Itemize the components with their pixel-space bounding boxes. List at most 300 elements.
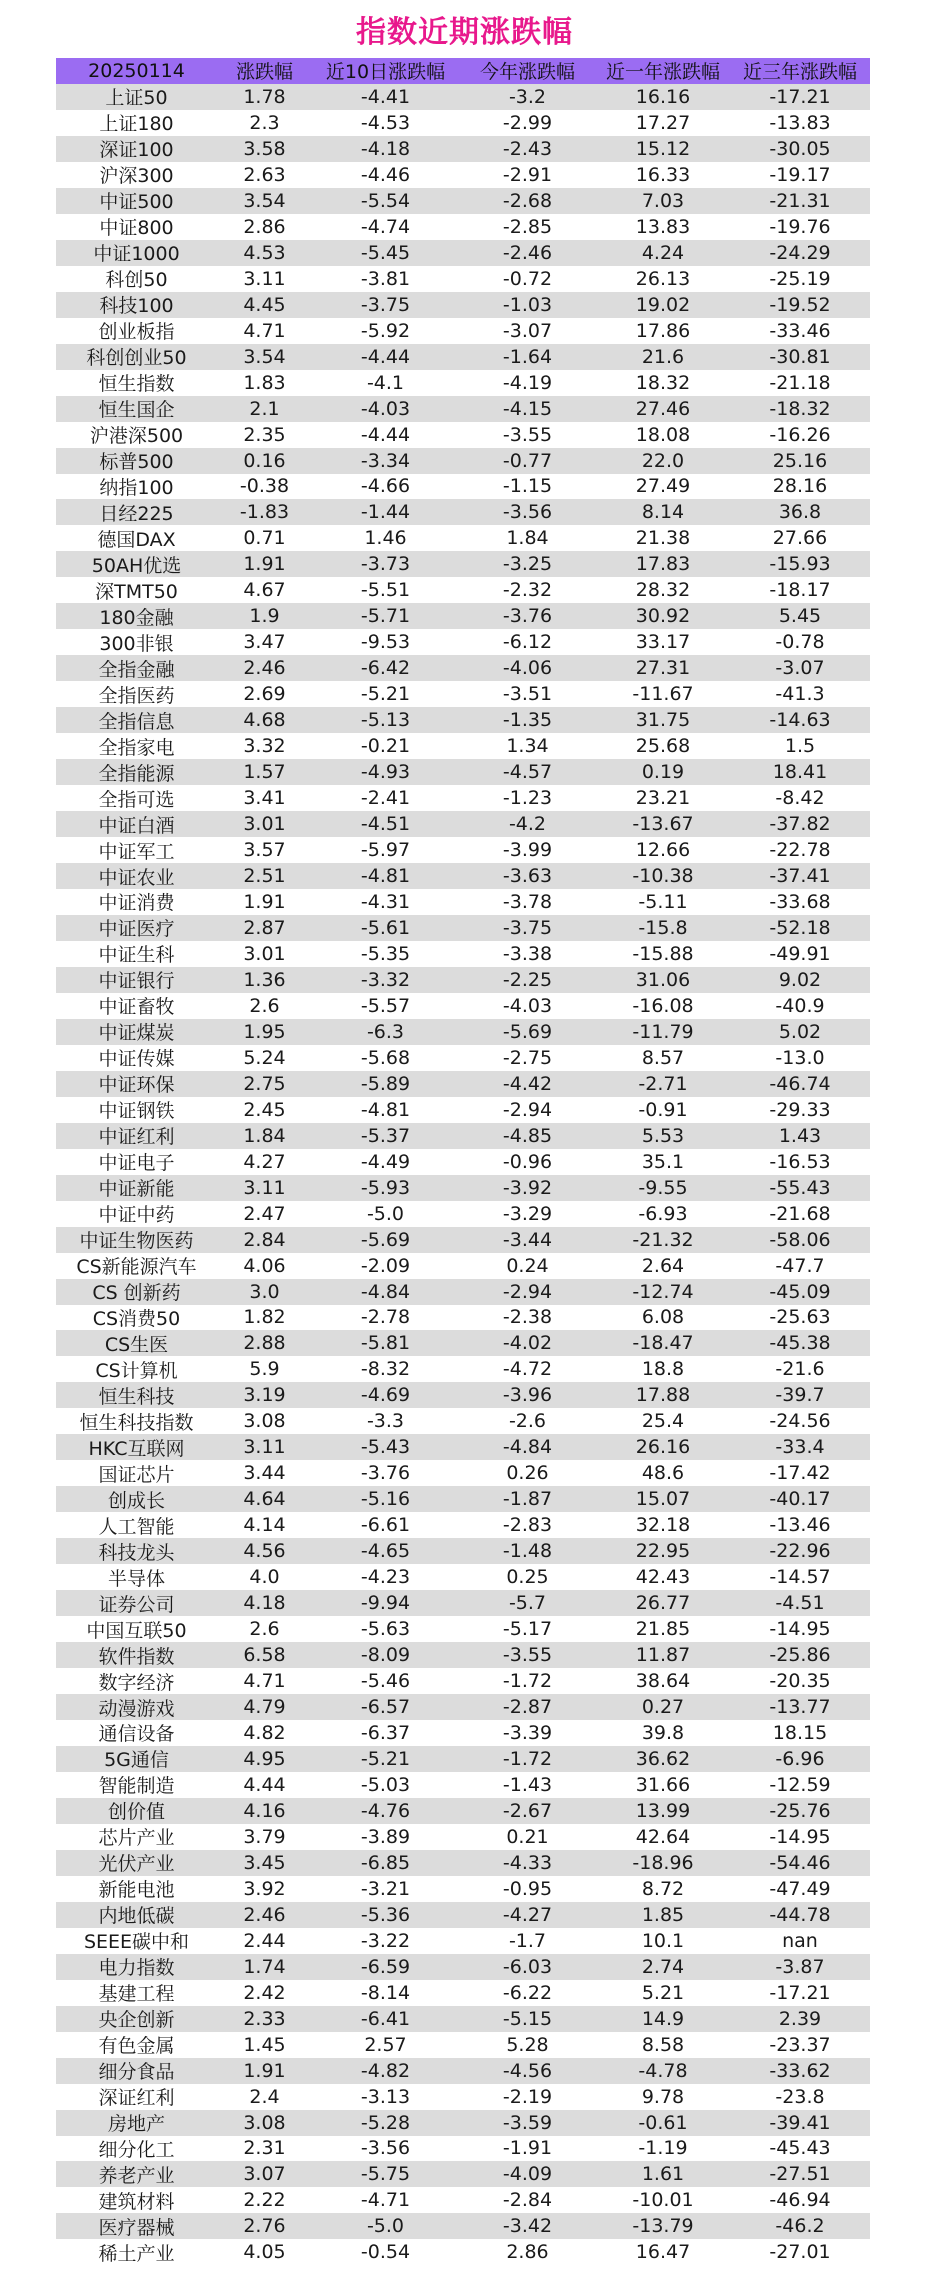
change-ytd-cell: -3.92 <box>502 1176 553 1199</box>
table-row <box>56 1253 870 1279</box>
change-3year-cell: 27.66 <box>772 527 828 550</box>
change-10day-cell: -5.93 <box>360 1176 411 1199</box>
change-1year-cell: 17.83 <box>635 553 691 576</box>
change-cell: 4.44 <box>243 1773 286 1796</box>
change-3year-cell: -22.96 <box>769 1540 831 1563</box>
change-1year-cell: 22.0 <box>641 449 685 472</box>
header-10day-change: 近10日涨跌幅 <box>325 61 446 84</box>
change-cell: 2.86 <box>243 215 286 238</box>
change-3year-cell: 9.02 <box>778 968 822 991</box>
table-row <box>56 2239 870 2265</box>
change-1year-cell: -13.79 <box>632 2215 694 2238</box>
index-name-cell: 沪港深500 <box>89 425 184 448</box>
change-10day-cell: -5.63 <box>360 1618 411 1641</box>
change-ytd-cell: -4.85 <box>502 1124 553 1147</box>
change-10day-cell: -6.41 <box>360 2007 411 2030</box>
table-row <box>56 1928 870 1954</box>
change-3year-cell: -24.56 <box>769 1410 831 1433</box>
change-ytd-cell: -3.2 <box>508 85 547 108</box>
change-1year-cell: -0.91 <box>638 1098 688 1121</box>
table-row <box>56 1434 870 1460</box>
change-cell: 1.91 <box>243 890 286 913</box>
change-1year-cell: -11.79 <box>632 1020 694 1043</box>
change-1year-cell: 9.78 <box>641 2085 685 2108</box>
change-3year-cell: -49.91 <box>769 942 831 965</box>
table-row <box>56 110 870 136</box>
change-1year-cell: 21.38 <box>635 527 691 550</box>
change-10day-cell: -6.85 <box>360 1851 411 1874</box>
change-3year-cell: -46.74 <box>769 1072 831 1095</box>
table-row <box>56 889 870 915</box>
change-ytd-cell: -3.96 <box>502 1384 553 1407</box>
change-1year-cell: 31.06 <box>635 968 691 991</box>
change-3year-cell: -21.18 <box>769 371 831 394</box>
table-row <box>56 1071 870 1097</box>
table-row <box>56 577 870 603</box>
change-1year-cell: 39.8 <box>641 1721 685 1744</box>
table-row <box>56 318 870 344</box>
change-10day-cell: -5.92 <box>360 319 411 342</box>
change-1year-cell: 11.87 <box>635 1644 691 1667</box>
change-ytd-cell: -1.72 <box>502 1747 553 1770</box>
change-3year-cell: -44.78 <box>769 1903 831 1926</box>
change-10day-cell: -5.16 <box>360 1488 411 1511</box>
change-1year-cell: 21.85 <box>635 1618 691 1641</box>
change-ytd-cell: 0.25 <box>506 1566 549 1589</box>
change-1year-cell: -13.67 <box>632 813 694 836</box>
table-row <box>56 1980 870 2006</box>
index-name-cell: 软件指数 <box>98 1645 175 1668</box>
change-ytd-cell: -3.56 <box>502 501 553 524</box>
change-10day-cell: -5.0 <box>366 2215 405 2238</box>
change-cell: 2.1 <box>249 397 280 420</box>
table-row <box>56 681 870 707</box>
index-name-cell: 半导体 <box>107 1567 165 1590</box>
change-cell: 4.14 <box>243 1514 286 1537</box>
change-cell: 2.3 <box>249 111 280 134</box>
change-10day-cell: -4.74 <box>360 215 411 238</box>
table-row <box>56 733 870 759</box>
table-row <box>56 707 870 733</box>
change-3year-cell: -40.17 <box>769 1488 831 1511</box>
change-3year-cell: -16.26 <box>769 423 831 446</box>
change-ytd-cell: -2.75 <box>502 1046 553 1069</box>
change-cell: 3.32 <box>243 735 286 758</box>
change-cell: 4.18 <box>243 1592 286 1615</box>
change-1year-cell: -15.8 <box>638 916 688 939</box>
table-row <box>56 422 870 448</box>
change-1year-cell: 31.66 <box>635 1773 691 1796</box>
change-cell: 2.88 <box>243 1332 286 1355</box>
index-name-cell: 恒生科技 <box>98 1385 175 1408</box>
table-row <box>56 1694 870 1720</box>
index-name-cell: 上证180 <box>99 113 174 136</box>
change-10day-cell: -3.21 <box>360 1877 411 1900</box>
change-1year-cell: -9.55 <box>638 1176 688 1199</box>
index-name-cell: 人工智能 <box>98 1515 175 1538</box>
change-1year-cell: 28.32 <box>635 579 691 602</box>
table-header-row <box>56 58 870 84</box>
change-cell: 2.47 <box>243 1202 286 1225</box>
change-10day-cell: -5.13 <box>360 709 411 732</box>
change-cell: 3.92 <box>243 1877 286 1900</box>
change-10day-cell: -4.31 <box>360 890 411 913</box>
change-1year-cell: 30.92 <box>635 605 691 628</box>
index-name-cell: 上证50 <box>105 87 168 110</box>
change-cell: -1.83 <box>239 501 290 524</box>
index-name-cell: 中证生物医药 <box>79 1230 194 1253</box>
change-ytd-cell: -2.46 <box>502 241 553 264</box>
index-name-cell: 创业板指 <box>98 321 175 344</box>
table-row <box>56 2032 870 2058</box>
change-3year-cell: 36.8 <box>778 501 822 524</box>
table-row <box>56 785 870 811</box>
change-ytd-cell: -3.38 <box>502 942 553 965</box>
change-3year-cell: -27.01 <box>769 2241 831 2264</box>
change-cell: 1.95 <box>243 1020 286 1043</box>
change-3year-cell: -45.09 <box>769 1280 831 1303</box>
change-1year-cell: 33.17 <box>635 631 691 654</box>
change-1year-cell: 36.62 <box>635 1747 691 1770</box>
change-ytd-cell: -4.15 <box>502 397 553 420</box>
change-10day-cell: -5.0 <box>366 1202 405 1225</box>
change-cell: 0.71 <box>243 527 286 550</box>
change-3year-cell: -21.68 <box>769 1202 831 1225</box>
change-1year-cell: 12.66 <box>635 839 691 862</box>
table-row <box>56 266 870 292</box>
table-row <box>56 448 870 474</box>
change-cell: 3.07 <box>243 2163 286 2186</box>
change-10day-cell: -8.32 <box>360 1358 411 1381</box>
table-row <box>56 2006 870 2032</box>
index-name-cell: 房地产 <box>107 2113 165 2136</box>
change-ytd-cell: -1.87 <box>502 1488 553 1511</box>
index-name-cell: 恒生指数 <box>98 373 175 396</box>
table-row <box>56 1045 870 1071</box>
change-ytd-cell: -3.59 <box>502 2111 553 2134</box>
change-ytd-cell: -4.09 <box>502 2163 553 2186</box>
index-name-cell: 标普500 <box>99 451 174 474</box>
index-name-cell: 国证芯片 <box>98 1463 175 1486</box>
table-row <box>56 629 870 655</box>
change-10day-cell: -5.36 <box>360 1903 411 1926</box>
change-cell: 2.35 <box>243 423 286 446</box>
index-name-cell: 中证银行 <box>98 970 175 993</box>
change-cell: 4.06 <box>243 1254 286 1277</box>
change-10day-cell: -5.51 <box>360 579 411 602</box>
change-3year-cell: -45.43 <box>769 2137 831 2160</box>
table-row <box>56 2136 870 2162</box>
index-name-cell: 新能电池 <box>98 1879 175 1902</box>
change-1year-cell: 32.18 <box>635 1514 691 1537</box>
change-3year-cell: -14.95 <box>769 1618 831 1641</box>
change-10day-cell: -5.71 <box>360 605 411 628</box>
change-10day-cell: 1.46 <box>364 527 407 550</box>
change-ytd-cell: -2.68 <box>502 189 553 212</box>
change-1year-cell: 8.57 <box>641 1046 685 1069</box>
index-name-cell: CS新能源汽车 <box>76 1256 197 1279</box>
change-10day-cell: -3.75 <box>360 293 411 316</box>
change-1year-cell: -18.96 <box>632 1851 694 1874</box>
table-row <box>56 188 870 214</box>
change-3year-cell: -39.7 <box>775 1384 825 1407</box>
index-name-cell: 中证军工 <box>98 840 175 863</box>
change-10day-cell: -5.54 <box>360 189 411 212</box>
change-ytd-cell: -0.72 <box>502 267 553 290</box>
change-ytd-cell: -1.72 <box>502 1670 553 1693</box>
index-name-cell: 智能制造 <box>98 1775 175 1798</box>
change-3year-cell: -29.33 <box>769 1098 831 1121</box>
change-3year-cell: -17.21 <box>769 1981 831 2004</box>
table-row <box>56 499 870 525</box>
table-row <box>56 551 870 577</box>
change-10day-cell: -5.28 <box>360 2111 411 2134</box>
change-1year-cell: -15.88 <box>632 942 694 965</box>
change-1year-cell: 17.88 <box>635 1384 691 1407</box>
change-3year-cell: -25.19 <box>769 267 831 290</box>
change-10day-cell: -2.78 <box>360 1306 411 1329</box>
change-cell: 3.44 <box>243 1462 286 1485</box>
change-3year-cell: -30.05 <box>769 137 831 160</box>
change-cell: 1.82 <box>243 1306 286 1329</box>
table-row <box>56 2084 870 2110</box>
change-1year-cell: 8.14 <box>641 501 685 524</box>
change-ytd-cell: -3.07 <box>502 319 553 342</box>
change-cell: 2.4 <box>249 2085 280 2108</box>
table-row <box>56 525 870 551</box>
change-3year-cell: -23.8 <box>775 2085 825 2108</box>
change-3year-cell: -33.46 <box>769 319 831 342</box>
change-cell: 2.63 <box>243 163 286 186</box>
table-row <box>56 993 870 1019</box>
change-3year-cell: -33.62 <box>769 2059 831 2082</box>
change-10day-cell: -4.23 <box>360 1566 411 1589</box>
change-10day-cell: -6.59 <box>360 1955 411 1978</box>
index-name-cell: 全指信息 <box>98 710 175 733</box>
change-ytd-cell: -4.03 <box>502 994 553 1017</box>
change-10day-cell: -6.57 <box>360 1696 411 1719</box>
index-name-cell: 全指金融 <box>98 658 175 681</box>
table-row <box>56 1123 870 1149</box>
index-name-cell: 创价值 <box>107 1801 165 1824</box>
change-cell: 3.08 <box>243 1410 286 1433</box>
change-10day-cell: -5.75 <box>360 2163 411 2186</box>
change-1year-cell: 2.74 <box>641 1955 685 1978</box>
change-1year-cell: 13.99 <box>635 1799 691 1822</box>
change-cell: 4.67 <box>243 579 286 602</box>
index-name-cell: 深证红利 <box>98 2087 175 2110</box>
change-3year-cell: -13.83 <box>769 111 831 134</box>
change-3year-cell: 5.45 <box>778 605 822 628</box>
change-ytd-cell: -1.7 <box>508 1929 547 1952</box>
change-1year-cell: 15.07 <box>635 1488 691 1511</box>
change-cell: 4.56 <box>243 1540 286 1563</box>
change-1year-cell: 21.6 <box>641 345 685 368</box>
change-cell: 2.31 <box>243 2137 286 2160</box>
table-row <box>56 837 870 863</box>
change-ytd-cell: 0.24 <box>506 1254 549 1277</box>
change-cell: 2.6 <box>249 994 280 1017</box>
change-10day-cell: -5.57 <box>360 994 411 1017</box>
table-row <box>56 759 870 785</box>
index-name-cell: 恒生国企 <box>98 399 175 422</box>
change-1year-cell: 10.1 <box>641 1929 685 1952</box>
change-ytd-cell: -3.25 <box>502 553 553 576</box>
change-10day-cell: -9.94 <box>360 1592 411 1615</box>
change-ytd-cell: -4.72 <box>502 1358 553 1381</box>
index-name-cell: 深TMT50 <box>95 580 178 603</box>
change-10day-cell: -5.21 <box>360 1747 411 1770</box>
change-1year-cell: 26.16 <box>635 1436 691 1459</box>
change-10day-cell: -3.81 <box>360 267 411 290</box>
change-ytd-cell: -2.87 <box>502 1696 553 1719</box>
change-10day-cell: -5.89 <box>360 1072 411 1095</box>
table-row <box>56 1876 870 1902</box>
change-cell: 2.6 <box>249 1618 280 1641</box>
change-10day-cell: -4.66 <box>360 475 411 498</box>
change-3year-cell: -25.86 <box>769 1644 831 1667</box>
change-1year-cell: 26.77 <box>635 1592 691 1615</box>
change-ytd-cell: -3.42 <box>502 2215 553 2238</box>
change-10day-cell: -2.41 <box>360 787 411 810</box>
change-3year-cell: -18.17 <box>769 579 831 602</box>
change-10day-cell: -6.61 <box>360 1514 411 1537</box>
change-10day-cell: -3.76 <box>360 1462 411 1485</box>
change-3year-cell: -19.17 <box>769 163 831 186</box>
change-3year-cell: -16.53 <box>769 1150 831 1173</box>
change-ytd-cell: -3.29 <box>502 1202 553 1225</box>
change-cell: 1.91 <box>243 2059 286 2082</box>
change-1year-cell: 15.12 <box>635 137 691 160</box>
table-row <box>56 214 870 240</box>
change-ytd-cell: -4.33 <box>502 1851 553 1874</box>
index-name-cell: CS生医 <box>104 1333 169 1356</box>
table-row <box>56 1305 870 1331</box>
change-10day-cell: -5.35 <box>360 942 411 965</box>
change-3year-cell: -14.95 <box>769 1825 831 1848</box>
change-3year-cell: 2.39 <box>778 2007 822 2030</box>
change-10day-cell: -5.43 <box>360 1436 411 1459</box>
change-3year-cell: -13.77 <box>769 1696 831 1719</box>
table-row <box>56 603 870 629</box>
header-date: 20250114 <box>88 59 185 82</box>
change-ytd-cell: -4.02 <box>502 1332 553 1355</box>
change-cell: 3.01 <box>243 813 286 836</box>
change-ytd-cell: -3.55 <box>502 423 553 446</box>
index-name-cell: 300非银 <box>99 632 174 655</box>
change-ytd-cell: -3.39 <box>502 1721 553 1744</box>
change-ytd-cell: -2.67 <box>502 1799 553 1822</box>
table-row <box>56 344 870 370</box>
change-1year-cell: 7.03 <box>641 189 685 212</box>
change-3year-cell: -58.06 <box>769 1228 831 1251</box>
change-1year-cell: -5.11 <box>638 890 688 913</box>
table-row <box>56 1460 870 1486</box>
change-10day-cell: -4.41 <box>360 85 411 108</box>
change-10day-cell: -4.53 <box>360 111 411 134</box>
change-ytd-cell: -4.06 <box>502 657 553 680</box>
change-ytd-cell: -4.57 <box>502 761 553 784</box>
change-ytd-cell: -6.03 <box>502 1955 553 1978</box>
table-row <box>56 1590 870 1616</box>
change-ytd-cell: -6.22 <box>502 1981 553 2004</box>
change-cell: 4.05 <box>243 2241 286 2264</box>
change-10day-cell: -4.46 <box>360 163 411 186</box>
change-cell: 1.78 <box>243 85 286 108</box>
table-row <box>56 1356 870 1382</box>
change-cell: 4.82 <box>243 1721 286 1744</box>
change-cell: 4.27 <box>243 1150 286 1173</box>
change-cell: 3.79 <box>243 1825 286 1848</box>
change-10day-cell: 2.57 <box>364 2033 407 2056</box>
change-10day-cell: -0.54 <box>360 2241 411 2264</box>
change-1year-cell: 23.21 <box>635 787 691 810</box>
change-1year-cell: 42.43 <box>635 1566 691 1589</box>
change-1year-cell: 8.58 <box>641 2033 685 2056</box>
index-name-cell: 基建工程 <box>98 1983 175 2006</box>
change-3year-cell: -55.43 <box>769 1176 831 1199</box>
change-3year-cell: 18.41 <box>772 761 828 784</box>
change-3year-cell: 25.16 <box>772 449 828 472</box>
change-3year-cell: 1.43 <box>778 1124 822 1147</box>
change-ytd-cell: -3.75 <box>502 916 553 939</box>
change-cell: 4.71 <box>243 319 286 342</box>
change-ytd-cell: -1.15 <box>502 475 553 498</box>
index-name-cell: CS消费50 <box>92 1307 181 1330</box>
index-name-cell: 电力指数 <box>98 1957 175 1980</box>
change-ytd-cell: -3.78 <box>502 890 553 913</box>
change-10day-cell: -6.3 <box>366 1020 405 1043</box>
change-3year-cell: -6.96 <box>775 1747 825 1770</box>
change-3year-cell: -25.76 <box>769 1799 831 1822</box>
change-10day-cell: -5.61 <box>360 916 411 939</box>
change-10day-cell: -5.21 <box>360 683 411 706</box>
index-name-cell: CS计算机 <box>95 1359 178 1382</box>
table-row <box>56 1850 870 1876</box>
change-ytd-cell: -4.19 <box>502 371 553 394</box>
change-1year-cell: 5.21 <box>641 1981 685 2004</box>
change-1year-cell: -10.01 <box>632 2189 694 2212</box>
change-10day-cell: -5.68 <box>360 1046 411 1069</box>
table-row <box>56 1668 870 1694</box>
table-row <box>56 2161 870 2187</box>
change-3year-cell: nan <box>782 1929 818 1952</box>
change-ytd-cell: -3.63 <box>502 865 553 888</box>
table-row <box>56 370 870 396</box>
change-ytd-cell: -2.84 <box>502 2189 553 2212</box>
change-ytd-cell: -1.91 <box>502 2137 553 2160</box>
change-cell: 5.9 <box>249 1358 280 1381</box>
change-1year-cell: 1.85 <box>641 1903 685 1926</box>
index-name-cell: 科创50 <box>105 269 168 292</box>
change-1year-cell: 35.1 <box>641 1150 685 1173</box>
change-cell: 1.74 <box>243 1955 286 1978</box>
change-10day-cell: -6.37 <box>360 1721 411 1744</box>
change-cell: 4.79 <box>243 1696 286 1719</box>
change-cell: 1.83 <box>243 371 286 394</box>
change-3year-cell: -19.52 <box>769 293 831 316</box>
change-3year-cell: -40.9 <box>775 994 825 1017</box>
table-row <box>56 2213 870 2239</box>
table-row <box>56 1382 870 1408</box>
change-ytd-cell: -4.42 <box>502 1072 553 1095</box>
table-row <box>56 1512 870 1538</box>
table-row <box>56 1227 870 1253</box>
change-1year-cell: 16.47 <box>635 2241 691 2264</box>
change-3year-cell: -14.63 <box>769 709 831 732</box>
change-10day-cell: -3.13 <box>360 2085 411 2108</box>
table-row <box>56 1486 870 1512</box>
